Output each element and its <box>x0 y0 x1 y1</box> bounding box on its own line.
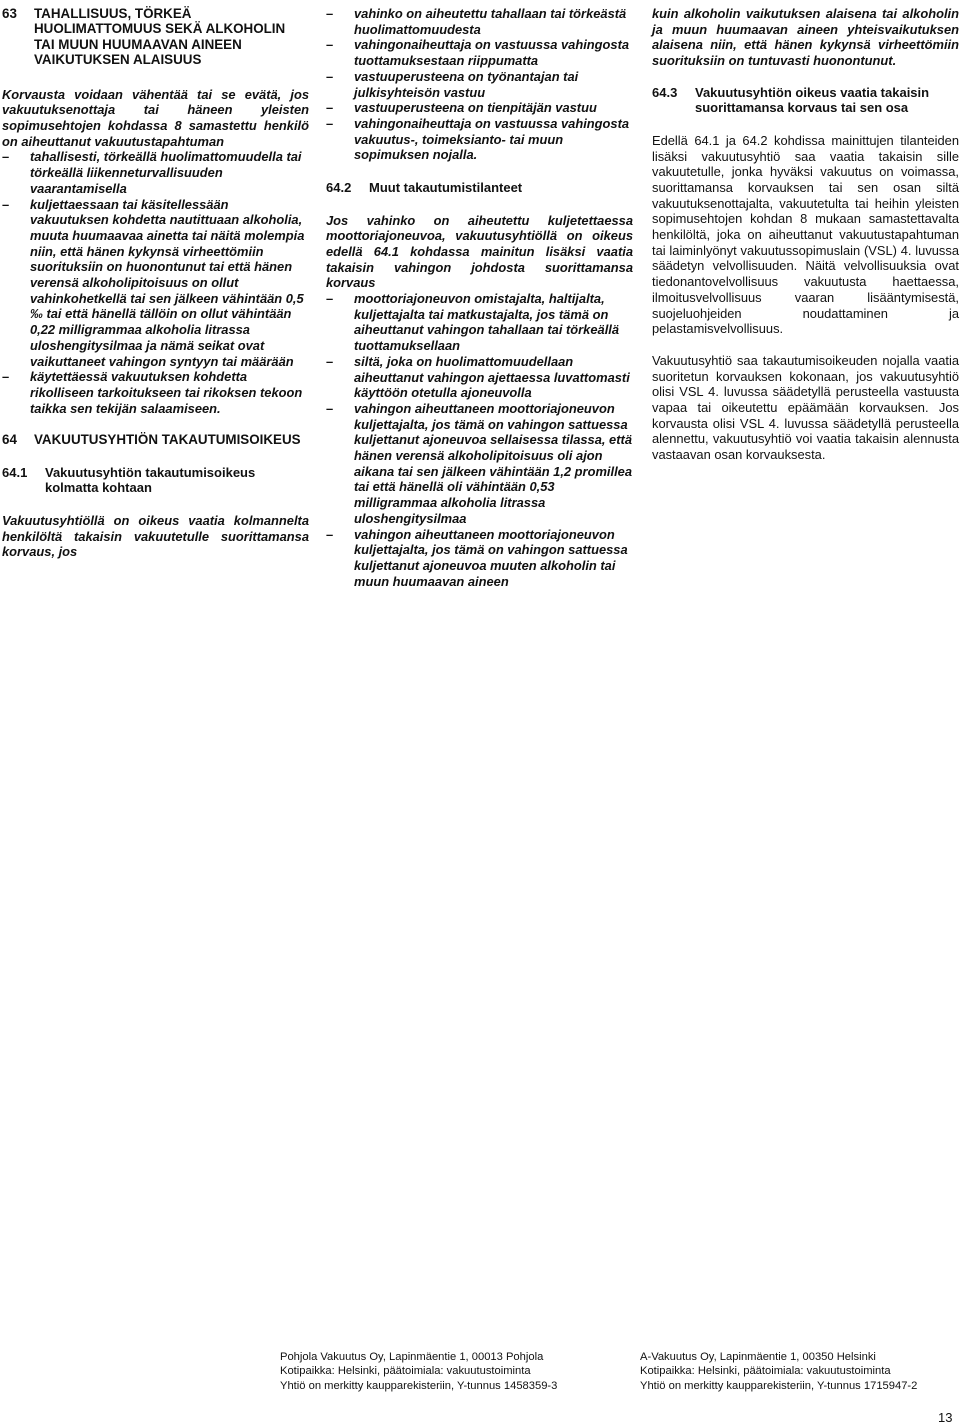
section-64-3-heading <box>652 85 959 116</box>
section-number: 64.1 <box>2 464 28 480</box>
list-item: – vahinko on aiheutettu tahallaan tai törkeästä huolimattomuudesta <box>326 6 633 37</box>
column-1 <box>2 6 309 560</box>
footer-a-vakuutus <box>640 1350 917 1393</box>
column-3 <box>652 6 959 463</box>
section-64-heading <box>2 432 309 447</box>
section-63-list <box>2 149 309 416</box>
list-item: – vahingon aiheuttaneen moottoriajoneuvon kuljettajalta, jos tämä on vahingon sattuessa kuljettanut ajoneuvoa muuten alkoholin tai muun huumaavan aineen <box>326 527 633 590</box>
continued-list-text: kuin alkoholin vaikutuksen alaisena tai alkoholin ja muun huumaavan aineen yhteisvaikutuksen alaisena niin, että hänen kykynsä virheettömiin suorituksiin on tuntuvasti huonontunut. <box>652 6 959 69</box>
list-item: – käytettäessä vakuutuksen kohdetta rikolliseen tarkoitukseen tai rikoksen tekoon taikka sen tekijän salaamiseen. <box>2 369 309 416</box>
footer-line: Kotipaikka: Helsinki, päätoimiala: vakuutustoiminta <box>640 1365 891 1378</box>
section-title: Vakuutusyhtiön takautumisoikeus kolmatta kohtaan <box>45 464 256 496</box>
page-number: 13 <box>938 1410 953 1425</box>
list-item: – vastuuperusteena on työnantajan tai julkisyhteisön vastuu <box>326 69 633 100</box>
list-item: – tahallisesti, törkeällä huolimattomuudella tai törkeällä liikenneturvallisuuden vaarantamisella <box>2 149 309 196</box>
list-item: – kuljettaessaan tai käsitellessään vakuutuksen kohdetta nautittuaan alkoholia, muuta huumaavaa ainetta tai näitä molempia niin, että hänen kykynsä virheettömiin suorituksiin on huonontunut tai että hänen verensä alkoholipitoisuus on ollut vahinkohetkellä tai sen jälkeen vähintään 0,5 ‰ tai että hänellä tällöin on ollut vähintään 0,22 milligrammaa alkoholia litrassa uloshengitysilmaa ja nämä seikat ovat vaikuttaneet vahingon syntyyn tai määrään <box>2 197 309 370</box>
section-64-2-heading <box>326 180 633 196</box>
section-title: VAKUUTUSYHTIÖN TAKAUTUMISOIKEUS <box>34 432 301 448</box>
section-63-intro: Korvausta voidaan vähentää tai se evätä, jos vakuutuksenottaja tai häneen yleisten sopimusehtojen kohdassa 8 samastettu henkilö on aiheuttanut vakuutustapahtuman <box>2 86 309 149</box>
section-title: Vakuutusyhtiön oikeus vaatia takaisin suorittamansa korvaus tai sen osa <box>695 84 930 116</box>
section-number: 63 <box>2 6 17 21</box>
section-63-heading <box>2 6 309 68</box>
section-title: TAHALLISUUS, TÖRKEÄ HUOLIMATTOMUUS SEKÄ ALKOHOLIN TAI MUUN HUUMAAVAN AINEEN VAIKUTUKSEN ALAISUUS <box>34 6 286 68</box>
list-item: – vahingonaiheuttaja on vastuussa vahingosta vakuutus-, toimeksianto- tai muun sopimuksen nojalla. <box>326 116 633 163</box>
section-64-2-paragraph: Jos vahinko on aiheutettu kuljetettaessa moottoriajoneuvoa, vakuutusyhtiöllä on oikeus edellä 64.1 kohdassa mainitun lisäksi vaatia takaisin vahingon johdosta suorittamansa korvaus <box>326 212 633 291</box>
section-number: 64.2 <box>326 180 352 196</box>
section-number: 64 <box>2 432 17 448</box>
footer-pohjola <box>280 1350 557 1393</box>
section-64-3-paragraph-1: Edellä 64.1 ja 64.2 kohdissa mainittujen tilanteiden lisäksi vakuutusyhtiö saa vaatia takaisin sille vakuutetulle, jonka hyväksi vakuutus on voimassa, suorittamansa korvauksen tai sen osan siltä vakuutuksenottajalta, vakuutetulta tai heihin yleisten sopimusehtojen kohdan 8 mukaan samastettavalta henkilöltä, joka on aiheuttanut vakuutustapahtuman tai laiminlyönyt vakuutussopimuslain (VSL) 4. luvussa säädetyn velvollisuuden. Näitä velvollisuuksia ovat tiedonantovelvollisuus vakuutusta haettaessa, ilmoitusvelvollisuus vaaran lisääntymisestä, suojeluohjeiden noudattaminen ja pelastamisvelvollisuus. <box>652 132 959 337</box>
list-item: – vahingonaiheuttaja on vastuussa vahingosta tuottamuksestaan riippumatta <box>326 37 633 68</box>
list-item: – siltä, joka on huolimattomuudellaan aiheuttanut vahingon ajettaessa luvattomasti käyttöön otetulla ajoneuvolla <box>326 354 633 401</box>
footer-line: Yhtiö on merkitty kaupparekisteriin, Y-tunnus 1458359-3 <box>280 1379 558 1392</box>
section-64-3-paragraph-2: Vakuutusyhtiö saa takautumisoikeuden nojalla vaatia suoritetun korvauksen kokonaan, jos vakuutusyhtiö olisi VSL 4. luvussa säädetyllä perusteella vastuusta vapaa tai oikeutettu epäämään korvauksen. Jos korvausta olisi VSL 4. luvussa säädetyllä perusteella alennettu, vakuutusyhtiö voi vaatia takaisin alennusta vastaavan osan korvauksesta. <box>652 352 959 463</box>
column-2 <box>326 6 633 589</box>
section-title: Muut takautumistilanteet <box>369 180 523 196</box>
list-item: – vahingon aiheuttaneen moottoriajoneuvon kuljettajalta, jos tämä on vahingon sattuessa kuljettanut ajoneuvoa sellaisessa tilassa, että hänen verensä alkoholipitoisuus oli ajon aikana tai sen jälkeen vähintään 1,2 promillea tai että hänellä oli vähintään 0,53 milligrammaa alkoholia litrassa uloshengitysilmaa <box>326 401 633 527</box>
list-item: – vastuuperusteena on tienpitäjän vastuu <box>326 100 633 116</box>
footer-line: Pohjola Vakuutus Oy, Lapinmäentie 1, 00013 Pohjola <box>280 1351 544 1363</box>
section-64-1-heading <box>2 465 309 496</box>
footer-line: A-Vakuutus Oy, Lapinmäentie 1, 00350 Helsinki <box>640 1351 876 1363</box>
footer-line: Kotipaikka: Helsinki, päätoimiala: vakuutustoiminta <box>280 1365 531 1378</box>
section-64-1-list <box>326 6 633 163</box>
list-item: – moottoriajoneuvon omistajalta, haltijalta, kuljettajalta tai matkustajalta, jos tämä on aiheuttanut vahingon tahallaan tai törkeällä tuottamuksellaan <box>326 291 633 354</box>
section-64-1-paragraph: Vakuutusyhtiöllä on oikeus vaatia kolmannelta henkilöltä takaisin vakuutetulle suorittamansa korvaus, jos <box>2 512 309 560</box>
section-64-2-list <box>326 291 633 589</box>
section-number: 64.3 <box>652 84 678 100</box>
footer-line: Yhtiö on merkitty kaupparekisteriin, Y-tunnus 1715947-2 <box>640 1379 918 1392</box>
